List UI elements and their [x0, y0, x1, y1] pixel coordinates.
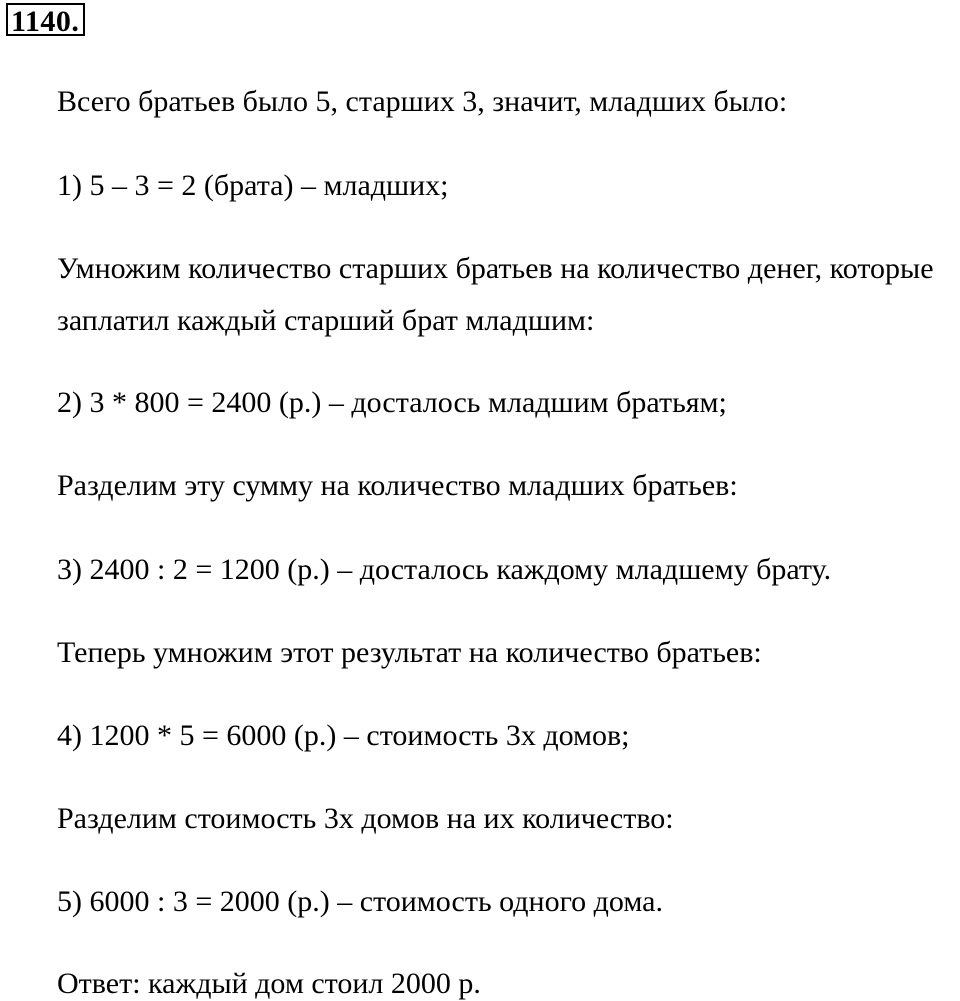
problem-number-suffix: .	[71, 5, 80, 38]
explanation-line-2: заплатил каждый старший брат младшим:	[57, 304, 595, 337]
explanation-line-1: Умножим количество старших братьев на количество денег, которые	[57, 252, 934, 285]
intro-line: Всего братьев было 5, старших 3, значит, младших было:	[57, 85, 788, 118]
step-1-line: 1) 5 – 3 = 2 (брата) – младших;	[57, 169, 449, 202]
answer-line: Ответ: каждый дом стоил 2000 р.	[57, 967, 481, 1000]
step-2-line: 2) 3 * 800 = 2400 (р.) – досталось младшим братьям;	[57, 386, 727, 419]
problem-number-box	[6, 3, 85, 36]
step-3-line: 3) 2400 : 2 = 1200 (р.) – досталось каждому младшему брату.	[57, 553, 832, 586]
problem-number: 1140	[11, 5, 72, 38]
explanation-line-3: Разделим эту сумму на количество младших братьев:	[57, 469, 738, 502]
step-5-line: 5) 6000 : 3 = 2000 (р.) – стоимость одного дома.	[57, 885, 663, 918]
step-4-line: 4) 1200 * 5 = 6000 (р.) – стоимость 3х домов;	[57, 719, 630, 752]
explanation-line-4: Теперь умножим этот результат на количество братьев:	[57, 636, 762, 669]
explanation-line-5: Разделим стоимость 3х домов на их количество:	[57, 802, 674, 835]
